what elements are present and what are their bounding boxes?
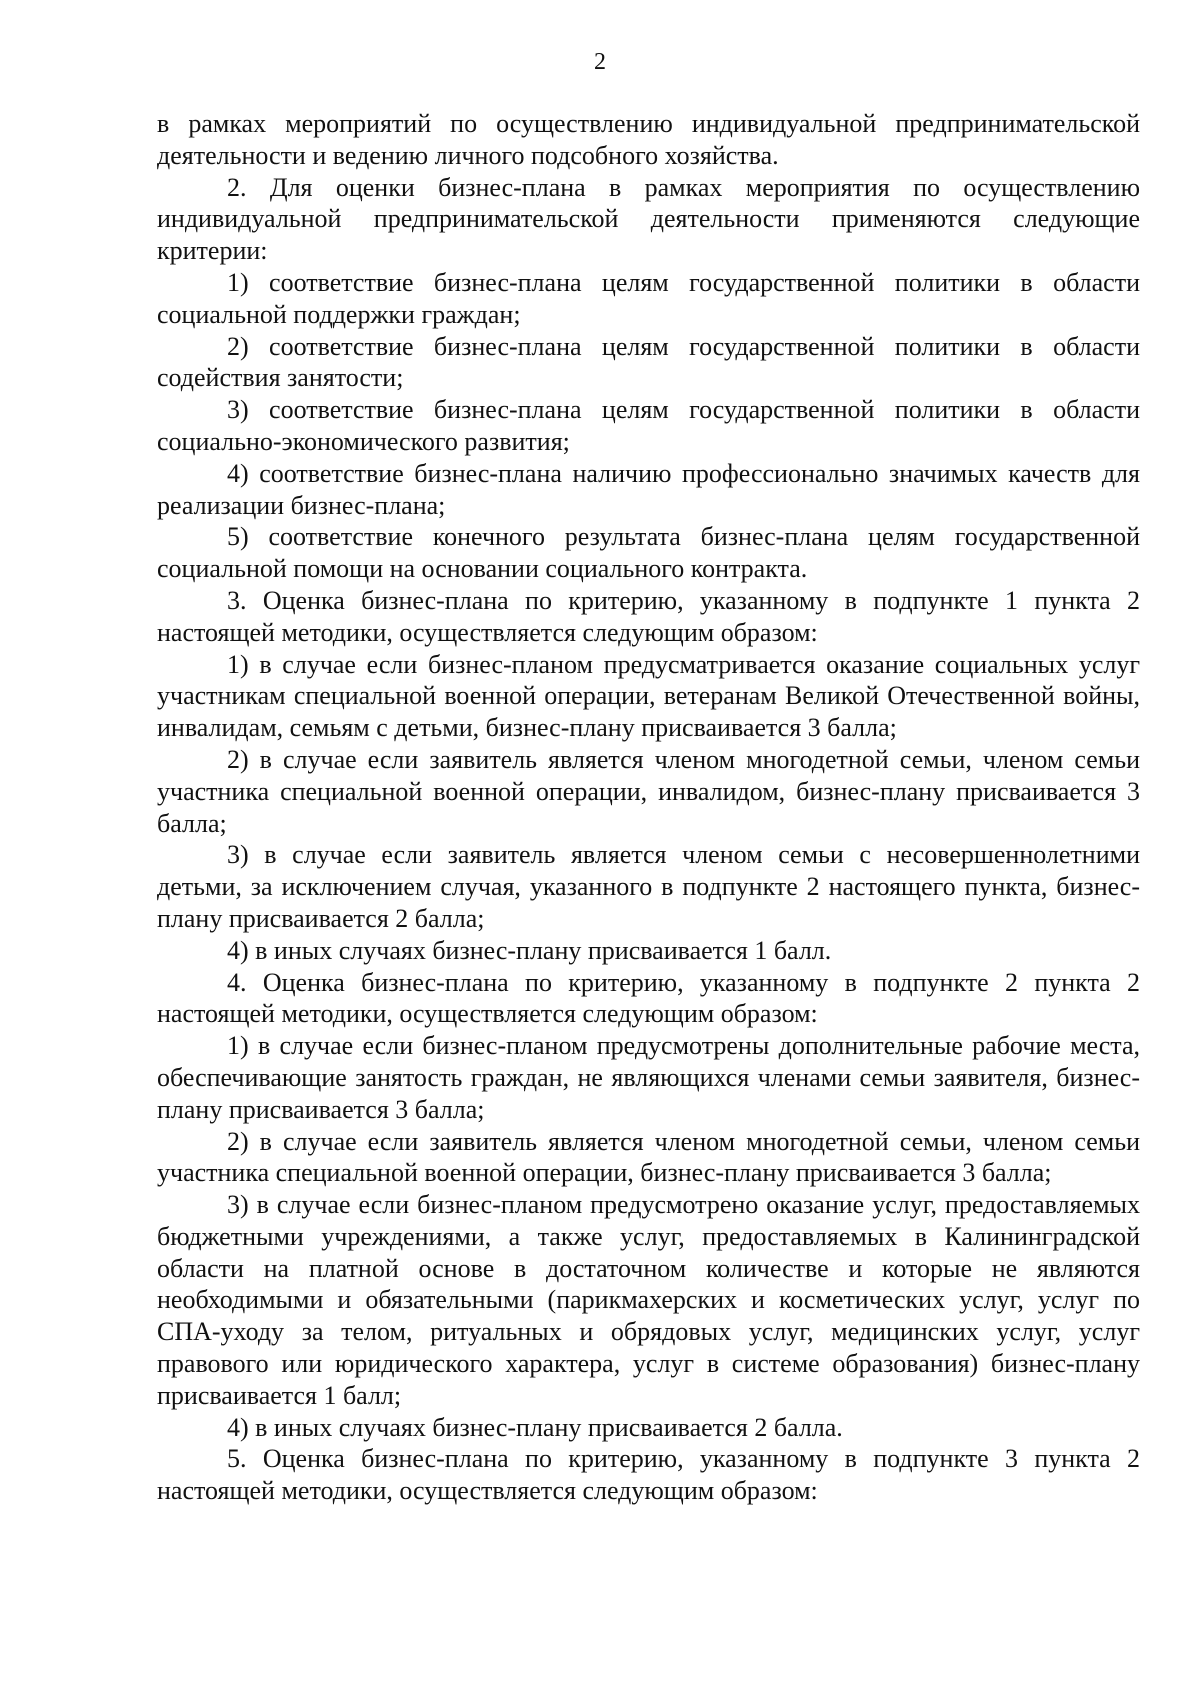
paragraph: 4) соответствие бизнес-плана наличию профессионально значимых качеств для реализации бизнес-плана; xyxy=(157,458,1140,520)
paragraph: 5. Оценка бизнес-плана по критерию, указанному в подпункте 3 пункта 2 настоящей методики, осуществляется следующим образом: xyxy=(157,1444,1140,1506)
paragraph: 2) в случае если заявитель является членом многодетной семьи, членом семьи участника специальной военной операции, инвалидом, бизнес-плану присваивается 3 балла; xyxy=(157,744,1140,838)
page-number: 2 xyxy=(594,49,606,75)
paragraph: 1) соответствие бизнес-плана целям государственной политики в области социальной поддержки граждан; xyxy=(157,267,1140,329)
paragraph: 4) в иных случаях бизнес-плану присваивается 1 балл. xyxy=(227,935,832,965)
paragraph: 3. Оценка бизнес-плана по критерию, указанному в подпункте 1 пункта 2 настоящей методики, осуществляется следующим образом: xyxy=(157,585,1140,647)
document-body xyxy=(157,108,1140,1507)
paragraph: 5) соответствие конечного результата бизнес-плана целям государственной социальной помощи на основании социального контракта. xyxy=(157,522,1140,584)
paragraph: 4) в иных случаях бизнес-плану присваивается 2 балла. xyxy=(227,1412,843,1442)
paragraph: 2. Для оценки бизнес-плана в рамках мероприятия по осуществлению индивидуальной предпринимательской деятельности применяются следующие критерии: xyxy=(157,172,1140,266)
paragraph: 3) в случае если бизнес-планом предусмотрено оказание услуг, предоставляемых бюджетными учреждениями, а также услуг, предоставляемых в Калининградской области на платной основе в достаточном количестве и которые не являются необходимыми и обязательными (парикмахерских и косметических услуг, услуг по СПА-уходу за телом, ритуальных и обрядовых услуг, медицинских услуг, услуг правового или юридического характера, услуг в системе образования) бизнес-плану присваивается 1 балл; xyxy=(157,1190,1140,1410)
paragraph: в рамках мероприятий по осуществлению индивидуальной предпринимательской деятельности и ведению личного подсобного хозяйства. xyxy=(157,109,1140,170)
paragraph: 2) в случае если заявитель является членом многодетной семьи, членом семьи участника специальной военной операции, бизнес-плану присваивается 3 балла; xyxy=(157,1126,1140,1188)
paragraph: 1) в случае если бизнес-планом предусмотрены дополнительные рабочие места, обеспечивающие занятость граждан, не являющихся членами семьи заявителя, бизнес-плану присваивается 3 балла; xyxy=(157,1031,1140,1124)
paragraph: 3) в случае если заявитель является членом семьи с несовершеннолетними детьми, за исключением случая, указанного в подпункте 2 настоящего пункта, бизнес-плану присваивается 2 балла; xyxy=(157,840,1140,933)
paragraph: 4. Оценка бизнес-плана по критерию, указанному в подпункте 2 пункта 2 настоящей методики, осуществляется следующим образом: xyxy=(157,967,1140,1029)
paragraph: 3) соответствие бизнес-плана целям государственной политики в области социально-экономического развития; xyxy=(157,395,1140,456)
paragraph: 1) в случае если бизнес-планом предусматривается оказание социальных услуг участникам специальной военной операции, ветеранам Великой Отечественной войны, инвалидам, семьям с детьми, бизнес-плану присваивается 3 балла; xyxy=(157,649,1140,743)
paragraph: 2) соответствие бизнес-плана целям государственной политики в области содействия занятости; xyxy=(157,331,1140,393)
